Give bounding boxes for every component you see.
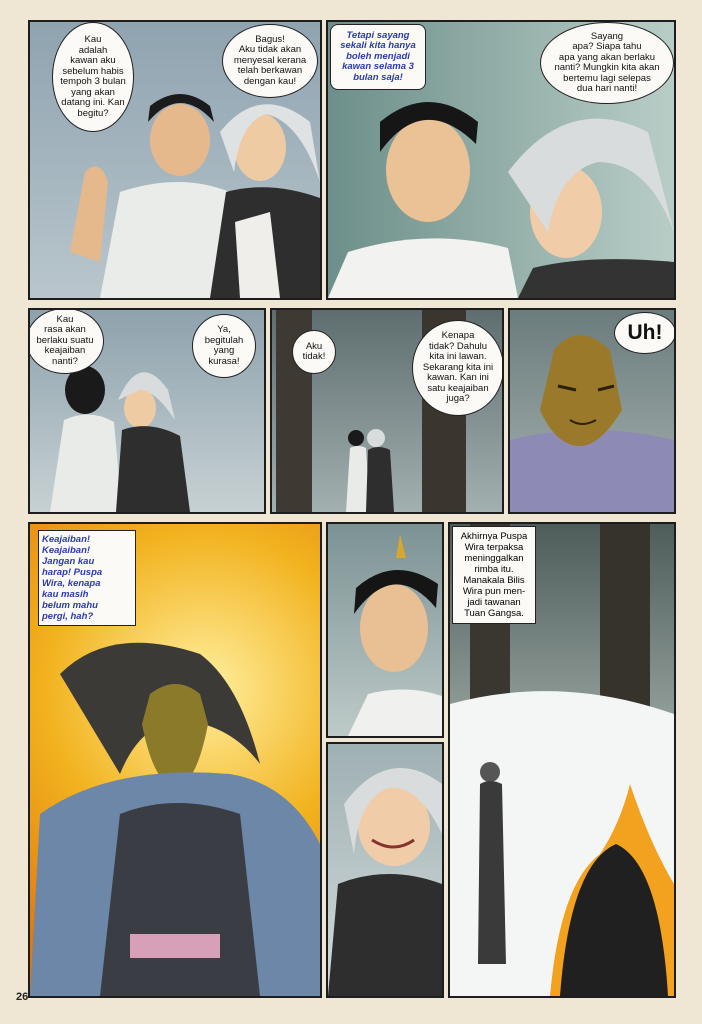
white-haired-youth-figure xyxy=(328,768,442,996)
speech-bubble: Kau adalah kawan aku sebelum habis tempoh 3 bulan yang akan datang ini. Kan begitu? xyxy=(52,22,134,132)
speech-bubble: Ya, begitulah yang kurasa! xyxy=(192,314,256,378)
speech-bubble: Kenapa tidak? Dahulu kita ini lawan. Sekarang kita ini kawan. Kan ini satu keajaiban juga? xyxy=(412,320,504,416)
panel-5 xyxy=(508,308,676,514)
speech-bubble: Kau rasa akan berlaku suatu keajaiban nanti? xyxy=(28,308,104,374)
panel-8-art xyxy=(328,744,442,996)
panel-7 xyxy=(326,522,444,738)
speech-bubble: Aku tidak! xyxy=(292,330,336,374)
panel-2 xyxy=(326,20,676,300)
panel-7-art xyxy=(328,524,442,736)
white-haired-youth-figure xyxy=(210,104,320,298)
panel-9 xyxy=(448,522,676,998)
dark-haired-swordsman-figure xyxy=(348,534,442,736)
panel-4 xyxy=(270,308,504,514)
white-haired-youth-figure xyxy=(508,119,674,298)
bronze-masked-warrior-figure xyxy=(510,335,674,512)
white-haired-youth-figure xyxy=(116,372,190,512)
panel-8 xyxy=(326,742,444,998)
speech-bubble: Bagus! Aku tidak akan menyesal kerana telah berkawan dengan kau! xyxy=(222,24,318,98)
dark-haired-swordsman-figure xyxy=(328,102,518,298)
narration-box: Akhirnya Puspa Wira terpaksa meninggalkan rimba itu. Manakala Bilis Wira pun men- jadi tawanan Tuan Gangsa. xyxy=(452,526,536,624)
panel-6 xyxy=(28,522,322,998)
dark-haired-swordsman-figure xyxy=(50,366,122,512)
panel-1 xyxy=(28,20,322,300)
shout-text: Keajaiban! Keajaiban! Jangan kau harap! Puspa Wira, kenapa kau masih belum mahu pergi, hah? xyxy=(38,530,136,626)
white-haired-youth-figure xyxy=(478,762,506,964)
panel-3 xyxy=(28,308,266,514)
bronze-masked-warrior-figure xyxy=(30,643,320,996)
speech-bubble: Sayang apa? Siapa tahu apa yang akan berlaku nanti? Mungkin kita akan bertemu lagi selepas dua hari nanti! xyxy=(540,22,674,104)
page-number: 26 xyxy=(16,991,29,1003)
speech-bubble: Uh! xyxy=(614,312,676,354)
white-haired-youth-figure xyxy=(366,429,394,512)
shout-bubble: Tetapi sayang sekali kita hanya boleh menjadi kawan selama 3 bulan saja! xyxy=(330,24,426,90)
